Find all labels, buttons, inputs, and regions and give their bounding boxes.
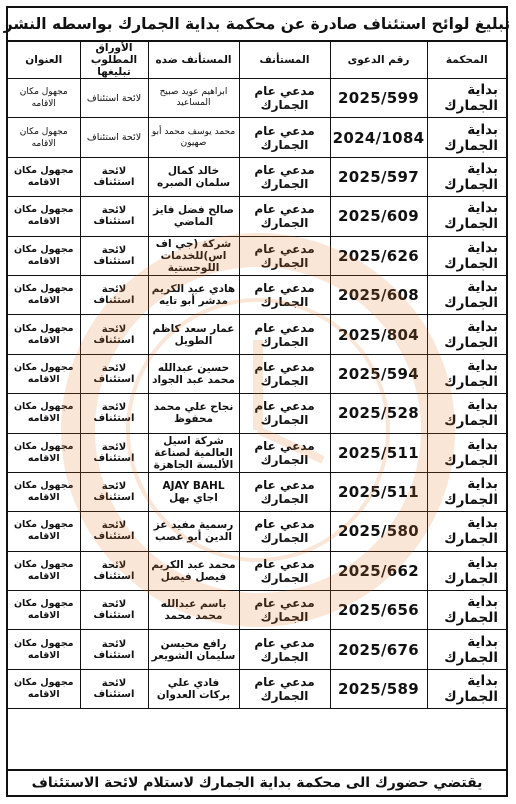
- court-cell: بداية الجمارك: [427, 394, 506, 433]
- appellee-cell: صالح فضل فايز الماضي: [148, 197, 239, 236]
- court-cell: بداية الجمارك: [427, 669, 506, 708]
- court-cell: بداية الجمارك: [427, 197, 506, 236]
- table-row: [8, 315, 506, 354]
- appellant-cell: مدعي عام الجمارك: [239, 394, 330, 433]
- address-cell: مجهول مكان الاقامه: [8, 236, 80, 275]
- table-row: [8, 275, 506, 314]
- table-row: [8, 512, 506, 551]
- appellee-cell: شركة اسيل العالمية لصناعة الألبسة الجاهزة: [148, 433, 239, 472]
- header-papers: الأوراق المطلوب تبليغها: [80, 42, 148, 79]
- appellant-cell: مدعي عام الجمارك: [239, 354, 330, 393]
- appellant-cell: مدعي عام الجمارك: [239, 669, 330, 708]
- appellant-cell: مدعي عام الجمارك: [239, 118, 330, 157]
- case-number-cell: 2025/594: [330, 354, 427, 393]
- papers-cell: لائحة استئناف: [80, 275, 148, 314]
- table-header-row: [8, 42, 506, 79]
- table-row: [8, 630, 506, 669]
- appellant-cell: مدعي عام الجمارك: [239, 197, 330, 236]
- header-court: المحكمة: [427, 42, 506, 79]
- appellant-cell: مدعي عام الجمارك: [239, 275, 330, 314]
- papers-cell: لائحة استئناف: [80, 669, 148, 708]
- address-cell: مجهول مكان الاقامه: [8, 315, 80, 354]
- header-appellant: المستأنف: [239, 42, 330, 79]
- appellant-cell: مدعي عام الجمارك: [239, 472, 330, 511]
- appellant-cell: مدعي عام الجمارك: [239, 157, 330, 196]
- papers-cell: لائحة استئناف: [80, 79, 148, 118]
- appellant-cell: مدعي عام الجمارك: [239, 79, 330, 118]
- address-cell: مجهول مكان الاقامه: [8, 275, 80, 314]
- table-row: [8, 433, 506, 472]
- appellant-cell: مدعي عام الجمارك: [239, 591, 330, 630]
- table-row: [8, 197, 506, 236]
- header-case-number: رقم الدعوى: [330, 42, 427, 79]
- table-row: [8, 669, 506, 708]
- appellee-cell: حسين عبدالله محمد عبد الجواد: [148, 354, 239, 393]
- papers-cell: لائحة استئناف: [80, 551, 148, 590]
- address-cell: مجهول مكان الاقامه: [8, 669, 80, 708]
- case-number-cell: 2025/511: [330, 433, 427, 472]
- address-cell: مجهول مكان الاقامه: [8, 394, 80, 433]
- case-number-cell: 2025/599: [330, 79, 427, 118]
- court-cell: بداية الجمارك: [427, 591, 506, 630]
- papers-cell: لائحة استئناف: [80, 157, 148, 196]
- appellee-cell: خالد كمال سلمان الصبره: [148, 157, 239, 196]
- papers-cell: لائحة استئناف: [80, 394, 148, 433]
- papers-cell: لائحة استئناف: [80, 315, 148, 354]
- appellee-cell: AJAY BAHL اجاي بهل: [148, 472, 239, 511]
- address-cell: مجهول مكان الاقامه: [8, 118, 80, 157]
- papers-cell: لائحة استئناف: [80, 472, 148, 511]
- case-number-cell: 2025/511: [330, 472, 427, 511]
- address-cell: مجهول مكان الاقامه: [8, 354, 80, 393]
- papers-cell: لائحة استئناف: [80, 118, 148, 157]
- table-row: [8, 79, 506, 118]
- header-address: العنوان: [8, 42, 80, 79]
- court-cell: بداية الجمارك: [427, 433, 506, 472]
- case-number-cell: 2025/626: [330, 236, 427, 275]
- papers-cell: لائحة استئناف: [80, 591, 148, 630]
- case-number-cell: 2025/597: [330, 157, 427, 196]
- case-number-cell: 2025/609: [330, 197, 427, 236]
- appellant-cell: مدعي عام الجمارك: [239, 315, 330, 354]
- appellee-cell: نجاح علي محمد محفوظ: [148, 394, 239, 433]
- court-cell: بداية الجمارك: [427, 157, 506, 196]
- table-row: [8, 472, 506, 511]
- case-number-cell: 2025/528: [330, 394, 427, 433]
- table-row: [8, 157, 506, 196]
- court-cell: بداية الجمارك: [427, 551, 506, 590]
- table-body: [8, 79, 506, 709]
- appellant-cell: مدعي عام الجمارك: [239, 433, 330, 472]
- case-number-cell: 2024/1084: [330, 118, 427, 157]
- address-cell: مجهول مكان الاقامه: [8, 551, 80, 590]
- appellant-cell: مدعي عام الجمارك: [239, 551, 330, 590]
- court-cell: بداية الجمارك: [427, 275, 506, 314]
- court-cell: بداية الجمارك: [427, 512, 506, 551]
- appellee-cell: فادي علي بركات العدوان: [148, 669, 239, 708]
- papers-cell: لائحة استئناف: [80, 433, 148, 472]
- appellee-cell: ابراهيم عويد صبيح المساعيد: [148, 79, 239, 118]
- table-row: [8, 354, 506, 393]
- appellee-cell: رسمية مفيد عز الدين أبو عصب: [148, 512, 239, 551]
- notice-title: تبليغ لوائح استئناف صادرة عن محكمة بداية الجمارك بواسطه النشر: [8, 8, 506, 42]
- appellant-cell: مدعي عام الجمارك: [239, 630, 330, 669]
- court-cell: بداية الجمارك: [427, 630, 506, 669]
- court-cell: بداية الجمارك: [427, 118, 506, 157]
- court-cell: بداية الجمارك: [427, 79, 506, 118]
- address-cell: مجهول مكان الاقامه: [8, 197, 80, 236]
- notice-frame: [3, 6, 511, 797]
- address-cell: مجهول مكان الاقامه: [8, 472, 80, 511]
- appellee-cell: محمد عبد الكريم فيصل فيصل: [148, 551, 239, 590]
- case-number-cell: 2025/656: [330, 591, 427, 630]
- court-cell: بداية الجمارك: [427, 354, 506, 393]
- appellee-cell: رافع محيسن سليمان الشويعر: [148, 630, 239, 669]
- case-number-cell: 2025/662: [330, 551, 427, 590]
- court-cell: بداية الجمارك: [427, 315, 506, 354]
- appellant-cell: مدعي عام الجمارك: [239, 512, 330, 551]
- table-row: [8, 118, 506, 157]
- address-cell: مجهول مكان الاقامه: [8, 630, 80, 669]
- case-number-cell: 2025/608: [330, 275, 427, 314]
- case-number-cell: 2025/580: [330, 512, 427, 551]
- appellee-cell: محمد يوسف محمد أبو صهيون: [148, 118, 239, 157]
- court-cell: بداية الجمارك: [427, 472, 506, 511]
- notice-footer: يقتضي حضورك الى محكمة بداية الجمارك لاستلام لائحة الاستئناف: [8, 769, 506, 795]
- papers-cell: لائحة استئناف: [80, 630, 148, 669]
- table-row: [8, 551, 506, 590]
- address-cell: مجهول مكان الاقامه: [8, 591, 80, 630]
- appellee-cell: شركة (جي اف اس)للخدمات اللوجستية: [148, 236, 239, 275]
- court-cell: بداية الجمارك: [427, 236, 506, 275]
- appellee-cell: باسم عبدالله محمد محمد: [148, 591, 239, 630]
- address-cell: مجهول مكان الاقامه: [8, 157, 80, 196]
- papers-cell: لائحة استئناف: [80, 512, 148, 551]
- papers-cell: لائحة استئناف: [80, 197, 148, 236]
- appellee-cell: عمار سعد كاظم الطويل: [148, 315, 239, 354]
- papers-cell: لائحة استئناف: [80, 236, 148, 275]
- address-cell: مجهول مكان الاقامه: [8, 433, 80, 472]
- address-cell: مجهول مكان الاقامه: [8, 79, 80, 118]
- appeals-table: [8, 42, 506, 709]
- appellee-cell: هادي عبد الكريم مدشر أبو تايه: [148, 275, 239, 314]
- table-row: [8, 591, 506, 630]
- address-cell: مجهول مكان الاقامه: [8, 512, 80, 551]
- papers-cell: لائحة استئناف: [80, 354, 148, 393]
- case-number-cell: 2025/589: [330, 669, 427, 708]
- header-appellee: المستأنف ضده: [148, 42, 239, 79]
- table-row: [8, 394, 506, 433]
- case-number-cell: 2025/804: [330, 315, 427, 354]
- appellant-cell: مدعي عام الجمارك: [239, 236, 330, 275]
- table-row: [8, 236, 506, 275]
- case-number-cell: 2025/676: [330, 630, 427, 669]
